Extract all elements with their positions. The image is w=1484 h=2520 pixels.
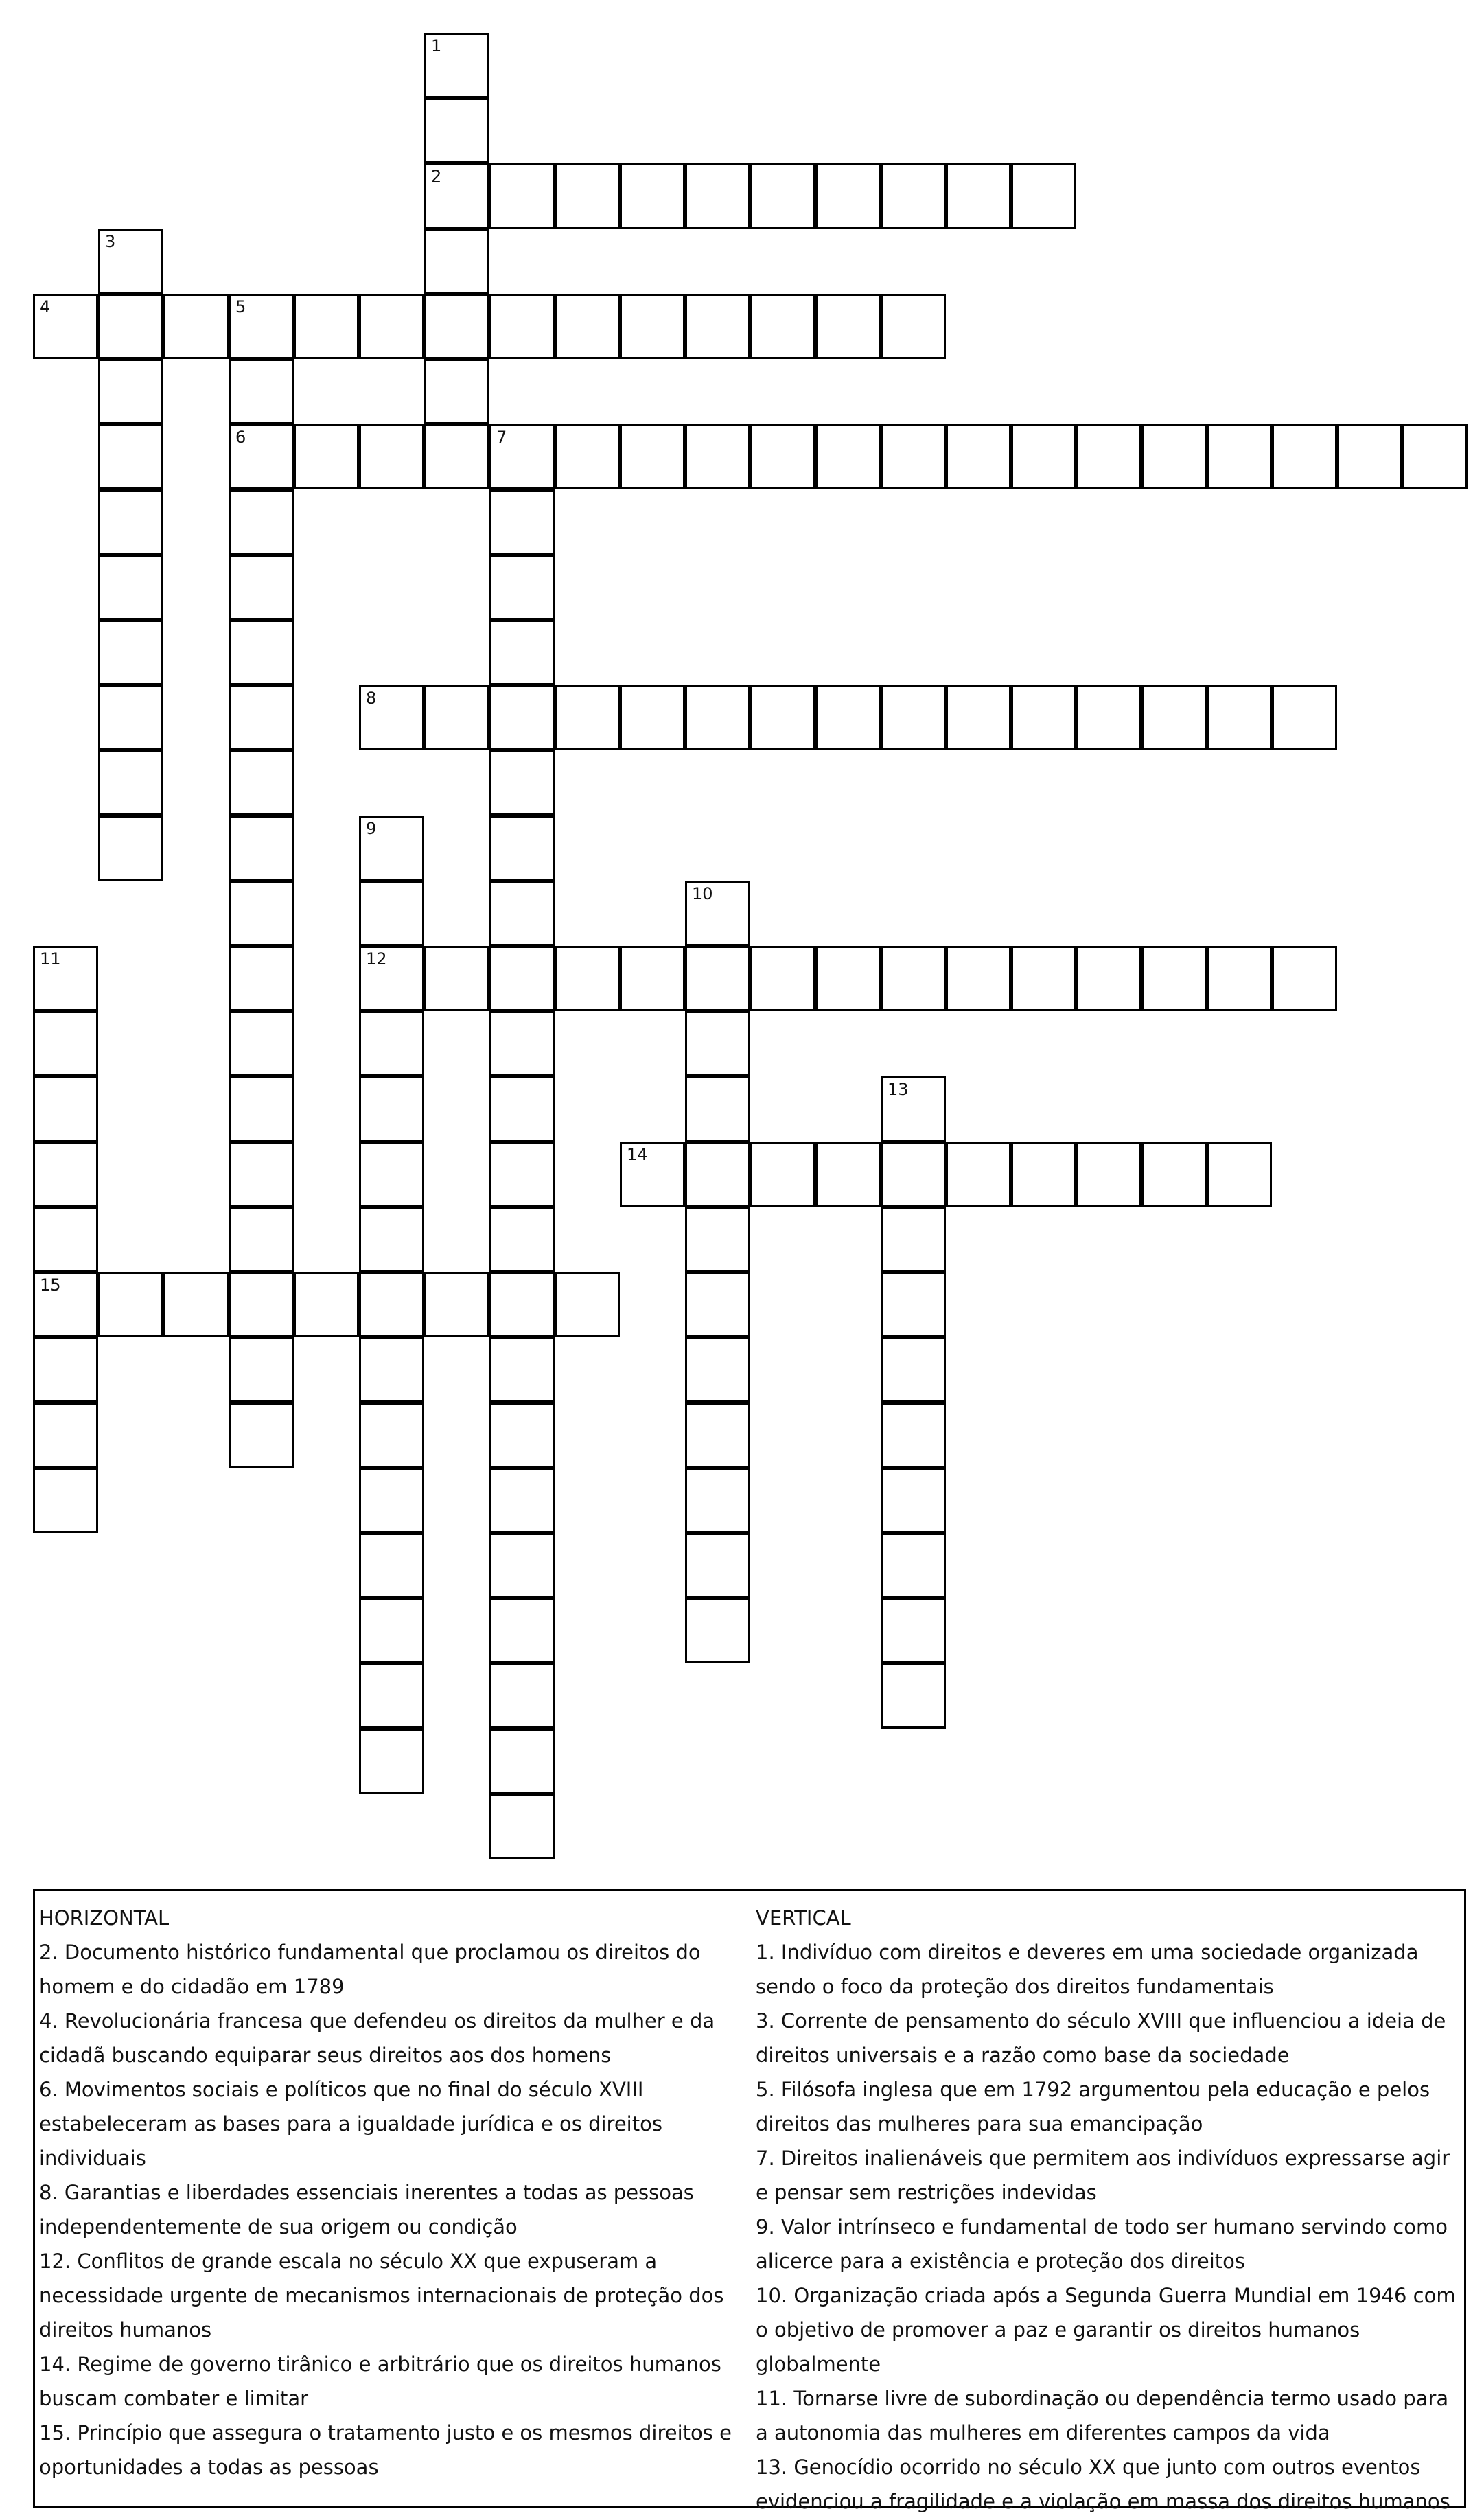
crossword-cell[interactable] (1272, 685, 1337, 750)
clue-across: 2. Documento histórico fundamental que proclamou os direitos do homem e do cidadão em 1789 (39, 1941, 701, 1998)
crossword-cell[interactable] (359, 1402, 424, 1468)
crossword-cell[interactable] (489, 1337, 555, 1402)
crossword-cell[interactable] (1207, 1142, 1272, 1207)
crossword-cell[interactable] (685, 1337, 750, 1402)
crossword-cell[interactable] (424, 229, 489, 294)
crossword-cell[interactable] (98, 555, 163, 620)
crossword-cell[interactable] (229, 881, 294, 946)
crossword-cell[interactable] (424, 424, 489, 489)
clue-number: 8 (366, 689, 377, 708)
crossword-cell[interactable] (33, 946, 98, 1011)
crossword-cell[interactable] (1272, 424, 1337, 489)
crossword-cell[interactable] (1141, 946, 1207, 1011)
crossword-cell[interactable] (229, 750, 294, 816)
horizontal-clues (39, 1901, 753, 2484)
crossword-cell[interactable] (489, 750, 555, 816)
crossword-cell[interactable] (359, 294, 424, 359)
crossword-cell[interactable] (229, 294, 294, 359)
crossword-cell[interactable] (489, 1207, 555, 1272)
crossword-cell[interactable] (359, 1598, 424, 1663)
crossword-cell[interactable] (359, 946, 424, 1011)
horizontal-clues-title: HORIZONTAL (39, 1906, 170, 1930)
clue-number: 7 (496, 428, 507, 447)
crossword-cell[interactable] (229, 685, 294, 750)
crossword-cell[interactable] (98, 424, 163, 489)
crossword-cell[interactable] (946, 1142, 1011, 1207)
crossword-cell[interactable] (359, 816, 424, 881)
crossword-cell[interactable] (359, 881, 424, 946)
crossword-cell[interactable] (685, 163, 750, 229)
crossword-cell[interactable] (98, 229, 163, 294)
clue-down: 3. Corrente de pensamento do século XVIII que influenciou a ideia de direitos universais e a razão como base da sociedade (756, 2009, 1446, 2067)
vertical-clues (756, 1901, 1456, 2519)
crossword-cell[interactable] (685, 294, 750, 359)
crossword-cell[interactable] (881, 946, 946, 1011)
crossword-cell[interactable] (555, 685, 620, 750)
crossword-cell[interactable] (1141, 685, 1207, 750)
crossword-cell[interactable] (424, 163, 489, 229)
crossword-cell[interactable] (1011, 163, 1076, 229)
crossword-cell[interactable] (489, 294, 555, 359)
crossword-cell[interactable] (424, 946, 489, 1011)
crossword-cell[interactable] (359, 1468, 424, 1533)
crossword-cell[interactable] (489, 424, 555, 489)
crossword-cell[interactable] (750, 163, 815, 229)
clue-across: 6. Movimentos sociais e políticos que no final do século XVIII estabeleceram as bases para a igualdade jurídica e os direitos individuais (39, 2078, 662, 2170)
crossword-cell[interactable] (620, 424, 685, 489)
crossword-cell[interactable] (1141, 1142, 1207, 1207)
crossword-cell[interactable] (489, 555, 555, 620)
clue-number: 4 (40, 297, 51, 316)
crossword-cell[interactable] (294, 294, 359, 359)
clue-down: 1. Indivíduo com direitos e deveres em uma sociedade organizada sendo o foco da proteção dos direitos fundamentais (756, 1941, 1419, 1998)
crossword-cell[interactable] (229, 1142, 294, 1207)
crossword-cell[interactable] (489, 1598, 555, 1663)
crossword-cell[interactable] (163, 294, 229, 359)
crossword-cell[interactable] (359, 1533, 424, 1598)
crossword-cell[interactable] (1076, 424, 1141, 489)
crossword-cell[interactable] (685, 1142, 750, 1207)
crossword-cell[interactable] (489, 1468, 555, 1533)
crossword-cell[interactable] (685, 685, 750, 750)
crossword-cell[interactable] (98, 620, 163, 685)
crossword-cell[interactable] (489, 1272, 555, 1337)
crossword-cell[interactable] (229, 555, 294, 620)
crossword-cell[interactable] (1207, 946, 1272, 1011)
crossword-cell[interactable] (1011, 946, 1076, 1011)
clue-down: 9. Valor intrínseco e fundamental de todo ser humano servindo como alicerce para a existência e proteção dos direitos (756, 2215, 1448, 2273)
crossword-cell[interactable] (98, 489, 163, 555)
crossword-cell[interactable] (815, 294, 881, 359)
crossword-cell[interactable] (815, 1142, 881, 1207)
crossword-cell[interactable] (359, 1207, 424, 1272)
crossword-cell[interactable] (881, 1468, 946, 1533)
crossword-cell[interactable] (620, 946, 685, 1011)
crossword-cell[interactable] (98, 359, 163, 424)
crossword-cell[interactable] (685, 1207, 750, 1272)
crossword-cell[interactable] (685, 1011, 750, 1076)
crossword-cell[interactable] (424, 98, 489, 163)
clue-number: 14 (627, 1145, 648, 1164)
crossword-cell[interactable] (555, 424, 620, 489)
crossword-cell[interactable] (946, 424, 1011, 489)
crossword-cell[interactable] (750, 685, 815, 750)
crossword-cell[interactable] (33, 1337, 98, 1402)
crossword-cell[interactable] (229, 620, 294, 685)
crossword-cell[interactable] (750, 294, 815, 359)
crossword-cell[interactable] (881, 1533, 946, 1598)
crossword-cell[interactable] (750, 1142, 815, 1207)
clue-panel (33, 1889, 1466, 2513)
crossword-cell[interactable] (620, 1142, 685, 1207)
crossword-cell[interactable] (946, 685, 1011, 750)
crossword-cell[interactable] (424, 33, 489, 98)
clue-number: 13 (888, 1080, 909, 1099)
crossword-cell[interactable] (98, 750, 163, 816)
crossword-cell[interactable] (489, 881, 555, 946)
crossword-cell[interactable] (33, 1402, 98, 1468)
crossword-cell[interactable] (555, 946, 620, 1011)
crossword-cell[interactable] (881, 294, 946, 359)
crossword-cell[interactable] (881, 424, 946, 489)
crossword-cell[interactable] (1272, 946, 1337, 1011)
crossword-cell[interactable] (98, 1272, 163, 1337)
crossword-cell[interactable] (1402, 424, 1468, 489)
crossword-cell[interactable] (359, 1663, 424, 1729)
crossword-cell[interactable] (229, 1272, 294, 1337)
crossword-cell[interactable] (489, 1794, 555, 1859)
crossword-cell[interactable] (489, 620, 555, 685)
crossword-cell[interactable] (1207, 685, 1272, 750)
crossword-cell[interactable] (229, 359, 294, 424)
clue-number: 1 (431, 36, 442, 56)
crossword-cell[interactable] (424, 685, 489, 750)
crossword-cell[interactable] (294, 424, 359, 489)
crossword-cell[interactable] (1076, 946, 1141, 1011)
crossword-cell[interactable] (229, 1207, 294, 1272)
crossword-cell[interactable] (685, 881, 750, 946)
crossword-cell[interactable] (620, 294, 685, 359)
crossword-cell[interactable] (229, 1011, 294, 1076)
crossword-cell[interactable] (229, 1337, 294, 1402)
crossword-cell[interactable] (229, 489, 294, 555)
crossword-cell[interactable] (620, 685, 685, 750)
crossword-cell[interactable] (489, 1533, 555, 1598)
crossword-cell[interactable] (33, 1207, 98, 1272)
crossword-cell[interactable] (359, 1142, 424, 1207)
crossword-cell[interactable] (359, 1011, 424, 1076)
clue-number: 10 (692, 884, 713, 903)
crossword-cell[interactable] (620, 163, 685, 229)
crossword-cell[interactable] (555, 1272, 620, 1337)
crossword-cell[interactable] (685, 424, 750, 489)
crossword-cell[interactable] (685, 1468, 750, 1533)
crossword-cell[interactable] (424, 294, 489, 359)
crossword-cell[interactable] (489, 489, 555, 555)
crossword-cell[interactable] (424, 359, 489, 424)
crossword-cell[interactable] (685, 1598, 750, 1663)
crossword-cell[interactable] (750, 424, 815, 489)
crossword-cell[interactable] (815, 424, 881, 489)
crossword-cell[interactable] (881, 1663, 946, 1729)
crossword-cell[interactable] (359, 685, 424, 750)
clue-number: 5 (235, 297, 246, 316)
crossword-cell[interactable] (489, 685, 555, 750)
crossword-cell[interactable] (1011, 424, 1076, 489)
crossword-cell[interactable] (489, 1729, 555, 1794)
crossword-cell[interactable] (881, 1076, 946, 1142)
crossword-cell[interactable] (1011, 685, 1076, 750)
clue-number: 15 (40, 1275, 61, 1295)
crossword-cell[interactable] (881, 1402, 946, 1468)
crossword-cell[interactable] (815, 163, 881, 229)
crossword-cell[interactable] (685, 1533, 750, 1598)
crossword-cell[interactable] (489, 1142, 555, 1207)
crossword-cell[interactable] (489, 816, 555, 881)
clue-down: 13. Genocídio ocorrido no século XX que junto com outros eventos evidenciou a fragilidade e a violação em massa dos direitos humanos (756, 2455, 1450, 2513)
crossword-cell[interactable] (881, 1207, 946, 1272)
crossword-cell[interactable] (229, 816, 294, 881)
crossword-cell[interactable] (98, 816, 163, 881)
crossword-cell[interactable] (685, 946, 750, 1011)
clue-across: 15. Princípio que assegura o tratamento justo e os mesmos direitos e oportunidades a todas as pessoas (39, 2421, 732, 2479)
clue-number: 9 (366, 819, 377, 838)
crossword-cell[interactable] (685, 1272, 750, 1337)
clue-number: 2 (431, 167, 442, 186)
crossword-cell[interactable] (229, 1402, 294, 1468)
crossword-cell[interactable] (489, 946, 555, 1011)
crossword-cell[interactable] (881, 163, 946, 229)
clue-down: 10. Organização criada após a Segunda Guerra Mundial em 1946 com o objetivo de promover a paz e garantir os direitos humanos globalmente (756, 2284, 1456, 2376)
vertical-clues-title: VERTICAL (756, 1906, 851, 1930)
crossword-cell[interactable] (815, 685, 881, 750)
crossword-cell[interactable] (489, 1076, 555, 1142)
clue-number: 11 (40, 949, 61, 969)
crossword-cell[interactable] (489, 1402, 555, 1468)
crossword-cell[interactable] (1207, 424, 1272, 489)
crossword-cell[interactable] (881, 1272, 946, 1337)
crossword-cell[interactable] (881, 1598, 946, 1663)
crossword-cell[interactable] (229, 1076, 294, 1142)
crossword-cell[interactable] (1141, 424, 1207, 489)
clue-across: 8. Garantias e liberdades essenciais inerentes a todas as pessoas independentemente de sua origem ou condição (39, 2181, 694, 2239)
crossword-cell[interactable] (163, 1272, 229, 1337)
crossword-cell[interactable] (946, 163, 1011, 229)
crossword-cell[interactable] (98, 685, 163, 750)
crossword-cell[interactable] (98, 294, 163, 359)
crossword-cell[interactable] (946, 946, 1011, 1011)
clue-down: 5. Filósofa inglesa que em 1792 argumentou pela educação e pelos direitos das mulheres para sua emancipação (756, 2078, 1430, 2136)
crossword-cell[interactable] (359, 1337, 424, 1402)
crossword-cell[interactable] (555, 163, 620, 229)
crossword-cell[interactable] (685, 1402, 750, 1468)
crossword-cell[interactable] (489, 1663, 555, 1729)
clue-across: 4. Revolucionária francesa que defendeu os direitos da mulher e da cidadã buscando equiparar seus direitos aos dos homens (39, 2009, 715, 2067)
crossword-cell[interactable] (359, 424, 424, 489)
crossword-cell[interactable] (229, 946, 294, 1011)
crossword-cell[interactable] (359, 1076, 424, 1142)
crossword-cell[interactable] (294, 1272, 359, 1337)
crossword-cell[interactable] (685, 1076, 750, 1142)
clue-number: 3 (105, 232, 116, 251)
crossword-cell[interactable] (1076, 1142, 1141, 1207)
clue-down: 7. Direitos inalienáveis que permitem aos indivíduos expressarse agir e pensar sem restrições indevidas (756, 2147, 1450, 2204)
crossword-cell[interactable] (555, 294, 620, 359)
crossword-cell[interactable] (33, 1272, 98, 1337)
crossword-cell[interactable] (881, 685, 946, 750)
crossword-cell[interactable] (1076, 685, 1141, 750)
crossword-cell[interactable] (33, 1011, 98, 1076)
crossword-cell[interactable] (33, 294, 98, 359)
crossword-cell[interactable] (881, 1142, 946, 1207)
crossword-cell[interactable] (489, 1011, 555, 1076)
crossword-cell[interactable] (33, 1076, 98, 1142)
crossword-cell[interactable] (881, 1337, 946, 1402)
clue-across: 12. Conflitos de grande escala no século XX que expuseram a necessidade urgente de mecanismos internacionais de proteção dos direitos humanos (39, 2250, 724, 2342)
crossword-cell[interactable] (424, 1272, 489, 1337)
crossword-cell[interactable] (1011, 1142, 1076, 1207)
crossword-cell[interactable] (33, 1468, 98, 1533)
crossword-cell[interactable] (1337, 424, 1402, 489)
crossword-cell[interactable] (359, 1272, 424, 1337)
crossword-cell[interactable] (33, 1142, 98, 1207)
crossword-cell[interactable] (489, 163, 555, 229)
crossword-cell[interactable] (229, 424, 294, 489)
crossword-cell[interactable] (359, 1729, 424, 1794)
clue-number: 12 (366, 949, 387, 969)
crossword-cell[interactable] (750, 946, 815, 1011)
clue-number: 6 (235, 428, 246, 447)
clue-across: 14. Regime de governo tirânico e arbitrário que os direitos humanos buscam combater e limitar (39, 2353, 721, 2410)
clue-down: 11. Tornarse livre de subordinação ou dependência termo usado para a autonomia das mulheres em diferentes campos da vida (756, 2387, 1449, 2444)
crossword-cell[interactable] (815, 946, 881, 1011)
